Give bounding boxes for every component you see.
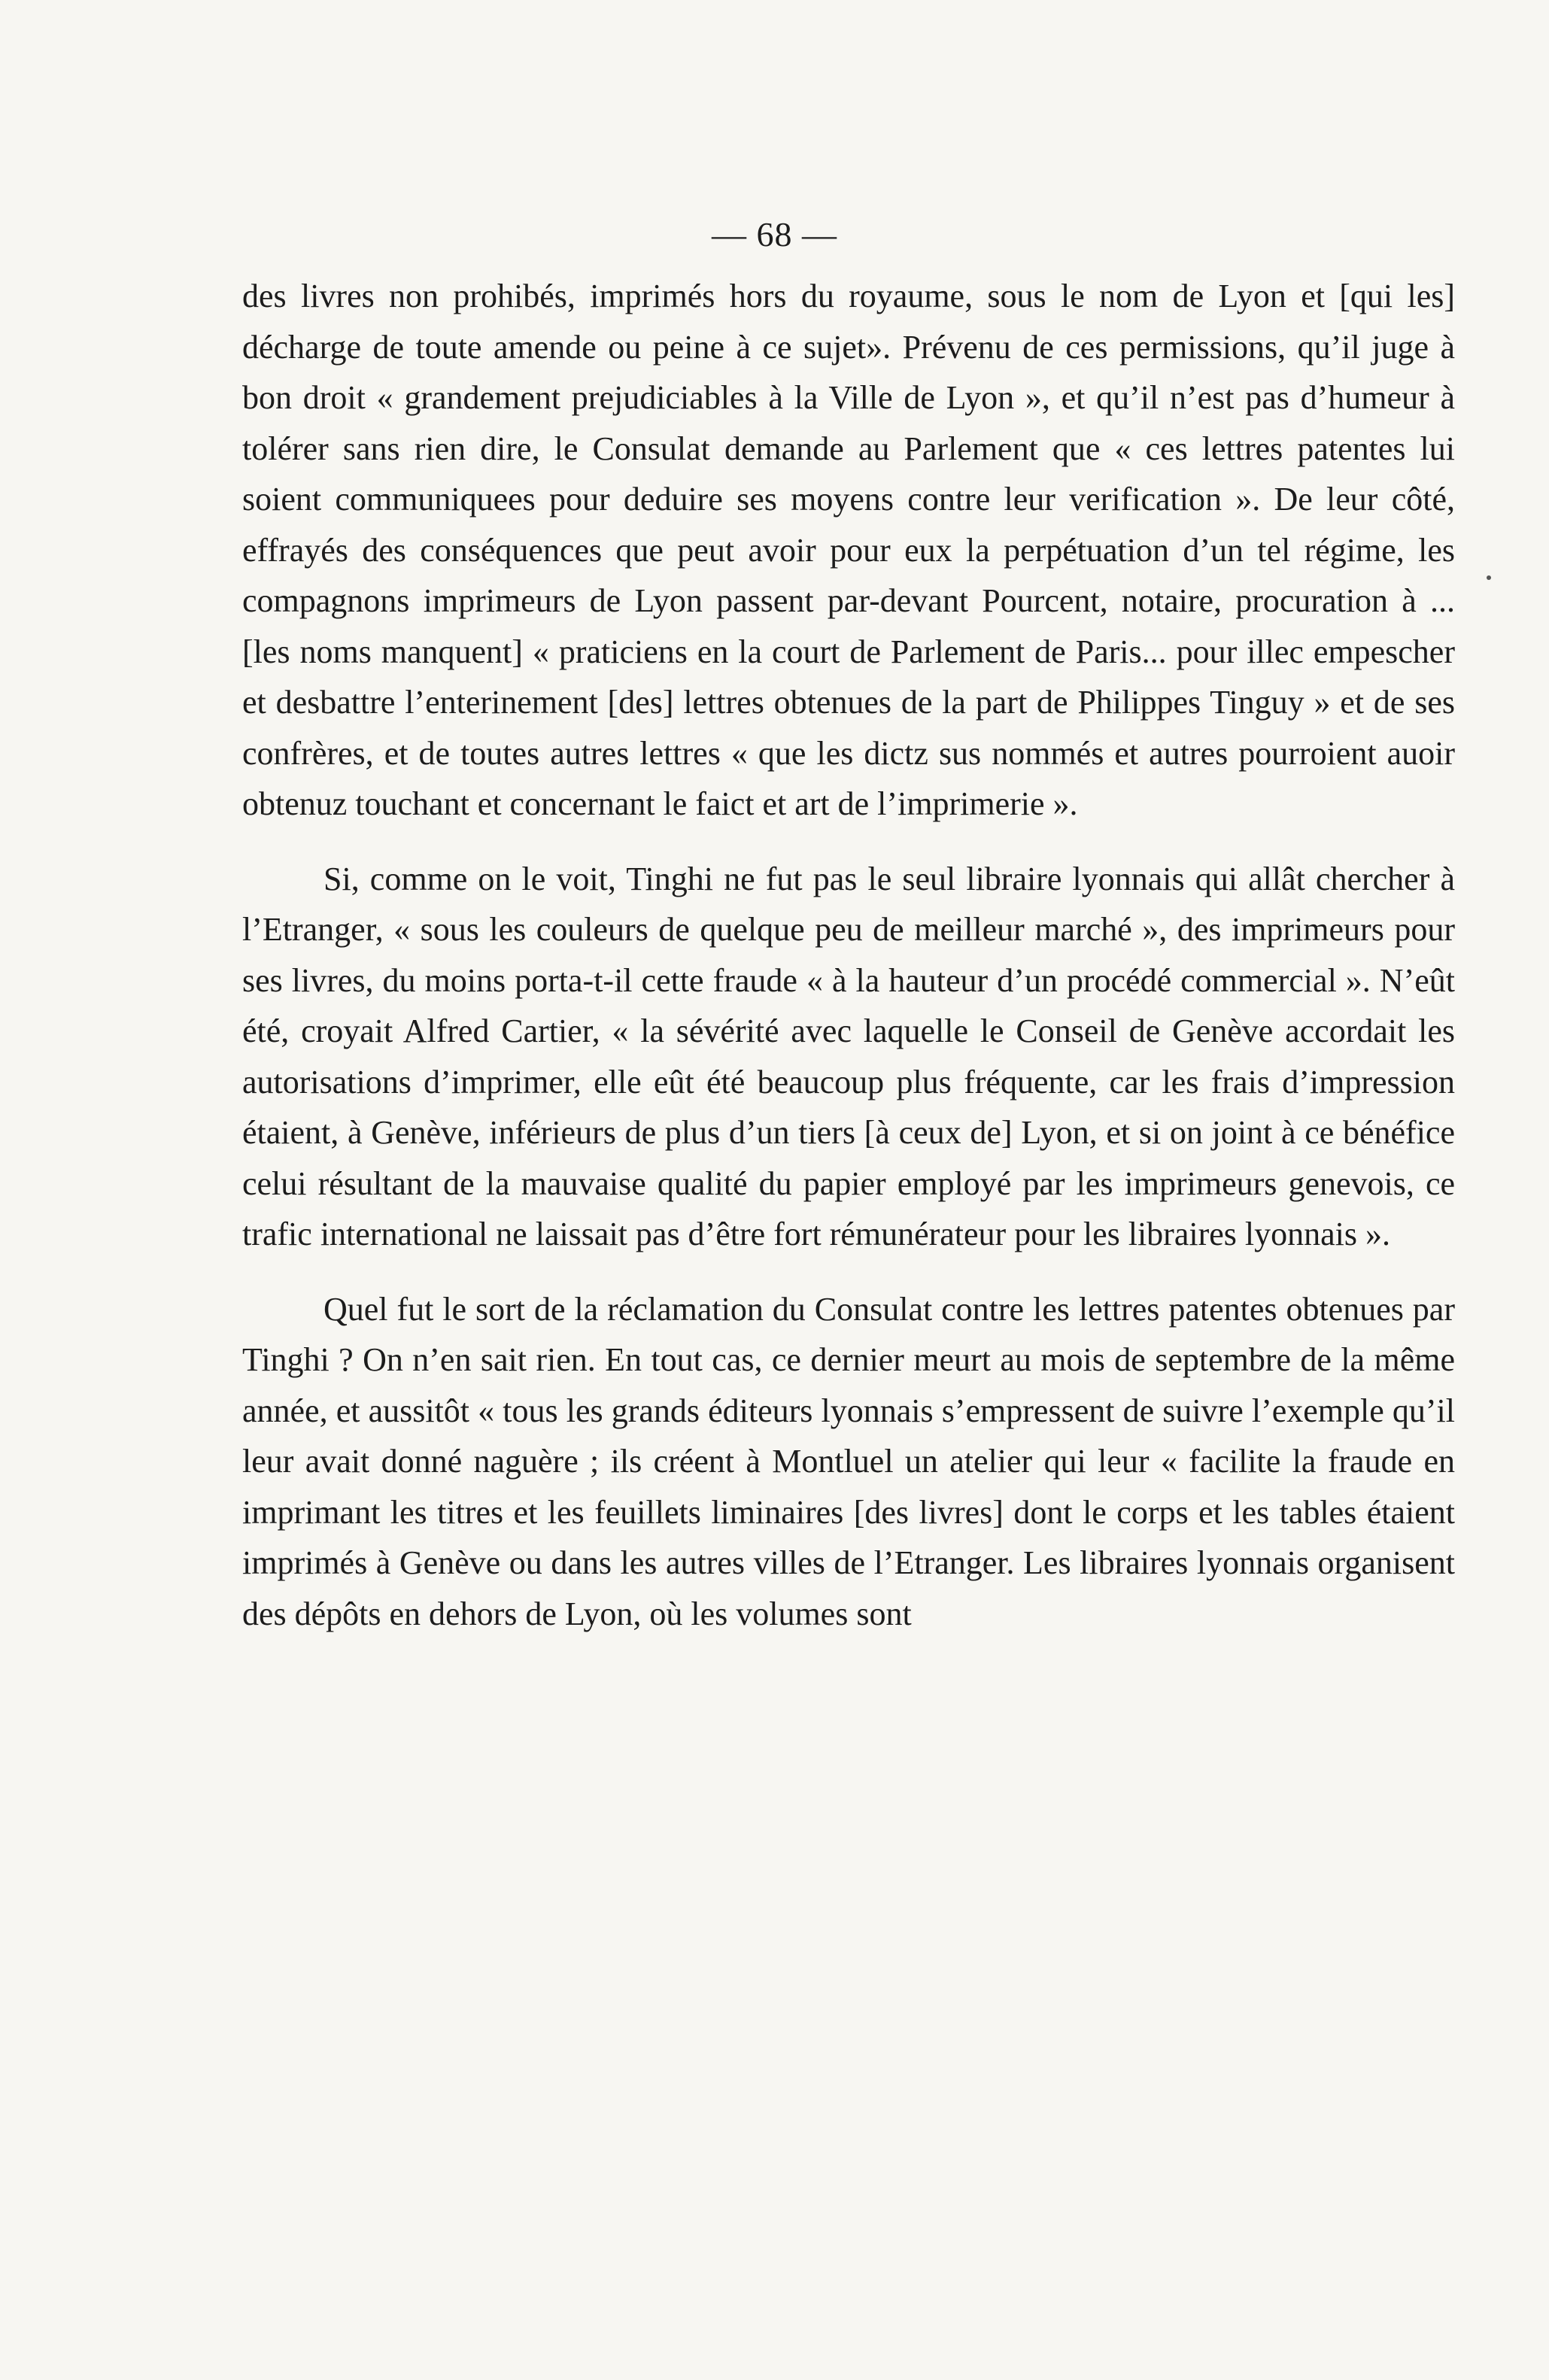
margin-speck [1487, 575, 1491, 580]
paragraph-3: Quel fut le sort de la réclamation du Consulat contre les lettres patentes obtenues par Tinghi ? On n’en sait rien. En tout cas, ce dernier meurt au mois de septembre de la même année, et aussitôt « tous les grands éditeurs lyonnais s’empressent de suivre l’exemple qu’il leur avait donné naguère ; ils créent à Montluel un atelier qui leur « facilite la fraude en imprimant les titres et les feuillets liminaires [des livres] dont le corps et les tables étaient imprimés à Genève ou dans les autres villes de l’Etranger. Les libraires lyonnais organisent des dépôts en dehors de Lyon, où les volumes sont [242, 1290, 1455, 1632]
body-text [242, 271, 1455, 1663]
paragraph-2: Si, comme on le voit, Tinghi ne fut pas le seul libraire lyonnais qui allât chercher à l’Etranger, « sous les couleurs de quelque peu de meilleur marché », des imprimeurs pour ses livres, du moins porta-t-il cette fraude « à la hauteur d’un procédé commercial ». N’eût été, croyait Alfred Cartier, « la sévérité avec laquelle le Conseil de Genève accordait les autorisations d’imprimer, elle eût été beaucoup plus fréquente, car les frais d’impression étaient, à Genève, inférieurs de plus d’un tiers [à ceux de] Lyon, et si on joint à ce bénéfice celui résultant de la mauvaise qualité du papier employé par les imprimeurs genevois, ce trafic international ne laissait pas d’être fort rémunérateur pour les libraires lyonnais ». [242, 860, 1455, 1252]
paragraph-1: des livres non prohibés, imprimés hors du royaume, sous le nom de Lyon et [qui les] décharge de toute amende ou peine à ce sujet». Prévenu de ces permissions, qu’il juge à bon droit « grandement prejudiciables à la Ville de Lyon », et qu’il n’est pas d’humeur à tolérer sans rien dire, le Consulat demande au Parlement que « ces lettres patentes lui soient communiquees pour deduire ses moyens contre leur verification ». De leur côté, effrayés des conséquences que peut avoir pour eux la perpétuation d’un tel régime, les compagnons imprimeurs de Lyon passent par-devant Pourcent, notaire, procuration à ... [les noms manquent] « praticiens en la court de Parlement de Paris... pour illec empescher et desbattre l’enterinement [des] lettres obtenues de la part de Philippes Tinguy » et de ses confrères, et de toutes autres lettres « que les dictz sus nommés et autres pourroient auoir obtenuz touchant et concernant le faict et art de l’imprimerie ». [242, 278, 1455, 822]
page-number: — 68 — [712, 215, 837, 253]
